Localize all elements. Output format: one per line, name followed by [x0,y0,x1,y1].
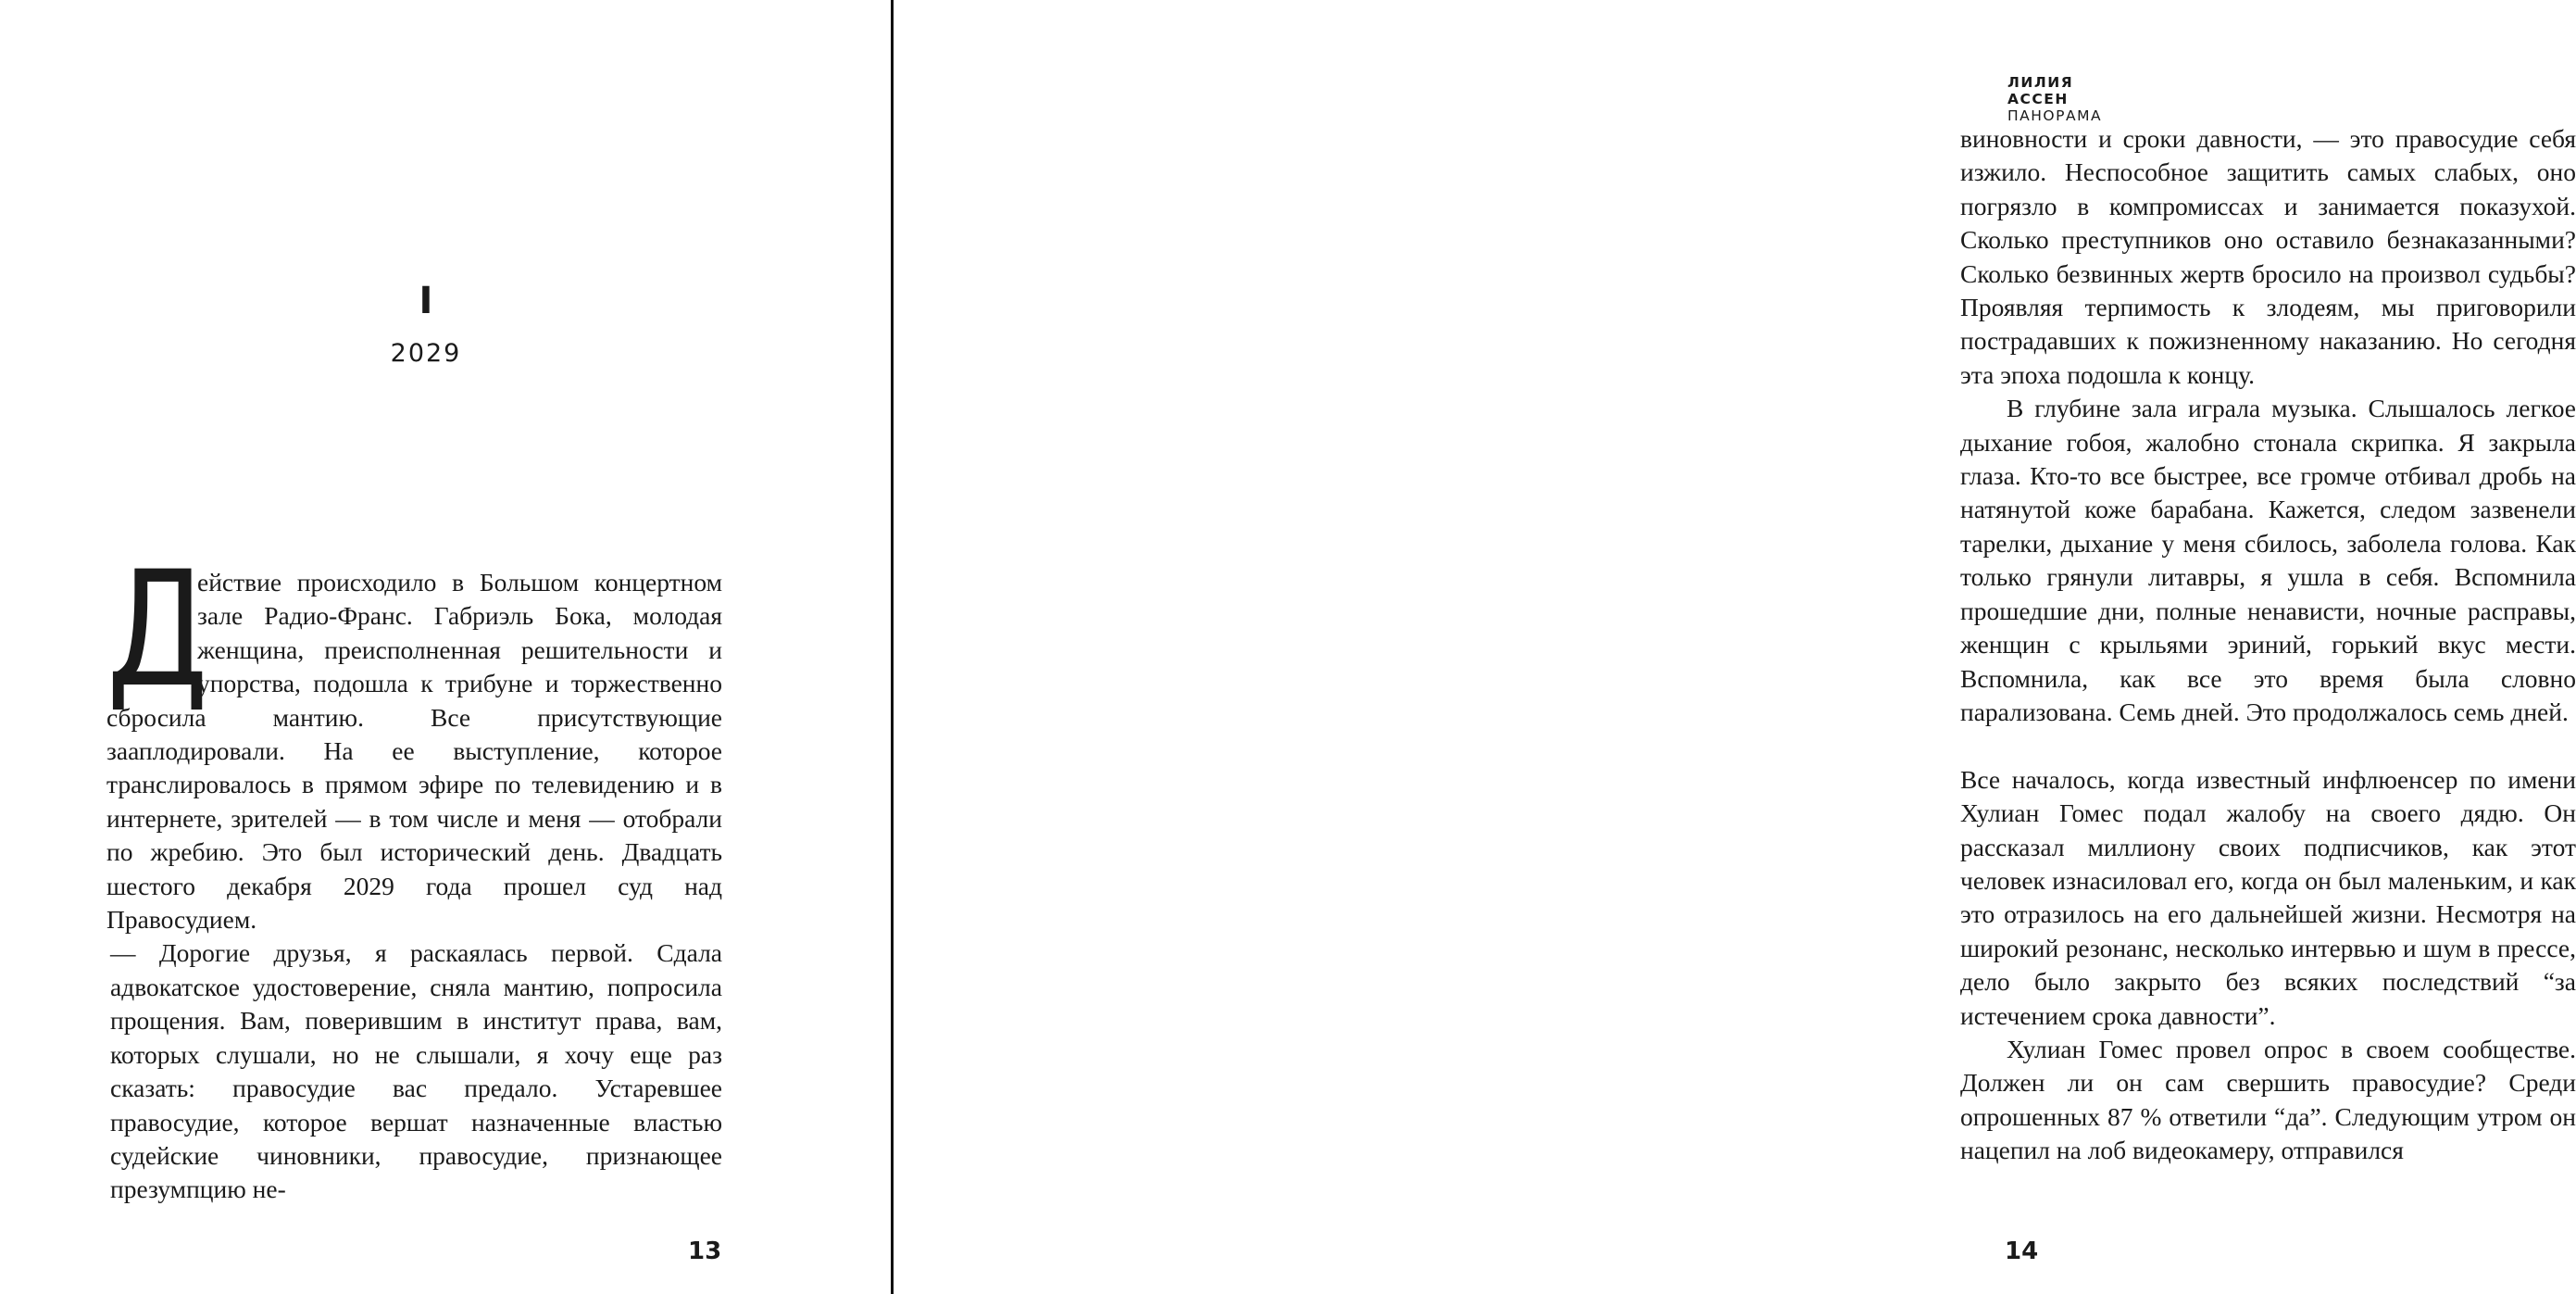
chapter-year: 2029 [390,339,462,368]
running-head-title: ПАНОРАМА [2007,107,2103,124]
right-page [894,0,2576,1294]
running-head-author: ЛИЛИЯ АССЕН [2007,74,2074,107]
running-head [2007,74,2102,124]
drop-cap: Д [106,536,209,722]
continued-paragraph: виновности и сроки давности, — это правосудие себя изжило. Неспособное защитить самых слабых, оно погрязло в компромиссах и занимается показухой. Сколько преступников оно оставило безнаказанными? Сколько безвинных жертв бросило на произвол судьбы? Проявляя терпимость к злодеям, мы приговорили пострадавших к пожизненному наказанию. Но сегодня эта эпоха подошла к концу. [1960,124,2576,389]
left-page-text [106,536,722,1207]
speech-paragraph: — Дорогие друзья, я раскаялась первой. Сдала адвокатское удостоверение, сняла мантию, попросила прощения. Вам, поверившим в институт права, вам, которых слушали, но не слышали, я хочу еще раз сказать: правосудие вас предало. Устаревшее правосудие, которое вершат назначенные властью судейские чиновники, правосудие, признающее презумпцию не- [110,938,722,1204]
page-number-left: 13 [688,1237,722,1265]
opening-paragraph [106,536,722,936]
right-page-text [1960,122,2576,1168]
opening-paragraph-text: ействие происходило в Большом концертном зале Радио-Франс. Габриэль Бока, молодая женщина, преисполненная решительности и упорства, подошла к трибуне и торжественно сбросила мантию. Все присутствующие зааплодировали. На ее выступление, которое транслировалось в прямом эфире по телевидению и в интернете, зрителей — в том числе и меня — отобрали по жребию. Это был исторический день. Двадцать шестого декабря 2029 года прошел суд над Правосудием. [106,568,722,935]
page-number-right: 14 [2005,1237,2039,1265]
poll-paragraph: Хулиан Гомес провел опрос в своем сообществе. Должен ли он сам свершить правосудие? Среди опрошенных 87 % ответили “да”. Следующим утром он нацепил на лоб видеокамеру, отправился [1960,1034,2576,1165]
chapter-number: I [419,280,433,322]
influencer-paragraph: Все началось, когда известный инфлюенсер по имени Хулиан Гомес подал жалобу на своего дядю. Он рассказал миллиону своих подписчиков, как этот человек изнасиловал его, когда он был маленьким, и как это отразилось на его дальнейшей жизни. Несмотря на широкий резонанс, несколько интервью и шум в прессе, дело было закрыто без всяких последствий “за истечением срока давности”. [1960,764,2576,1030]
section-break [1960,729,2576,762]
left-page [0,0,891,1294]
music-paragraph: В глубине зала играла музыка. Слышалось легкое дыхание гобоя, жалобно стонала скрипка. Я закрыла глаза. Кто-то все быстрее, все громче отбивал дробь на натянутой коже барабана. Кажется, следом зазвенели тарелки, дыхание у меня сбилось, заболела голова. Как только грянули литавры, я ушла в себя. Вспомнила прошедшие дни, полные ненависти, ночные расправы, женщин с крыльями эриний, горький вкус мести. Вспомнила, как все это время была словно парализована. Семь дней. Это продолжалось семь дней. [1960,394,2576,726]
